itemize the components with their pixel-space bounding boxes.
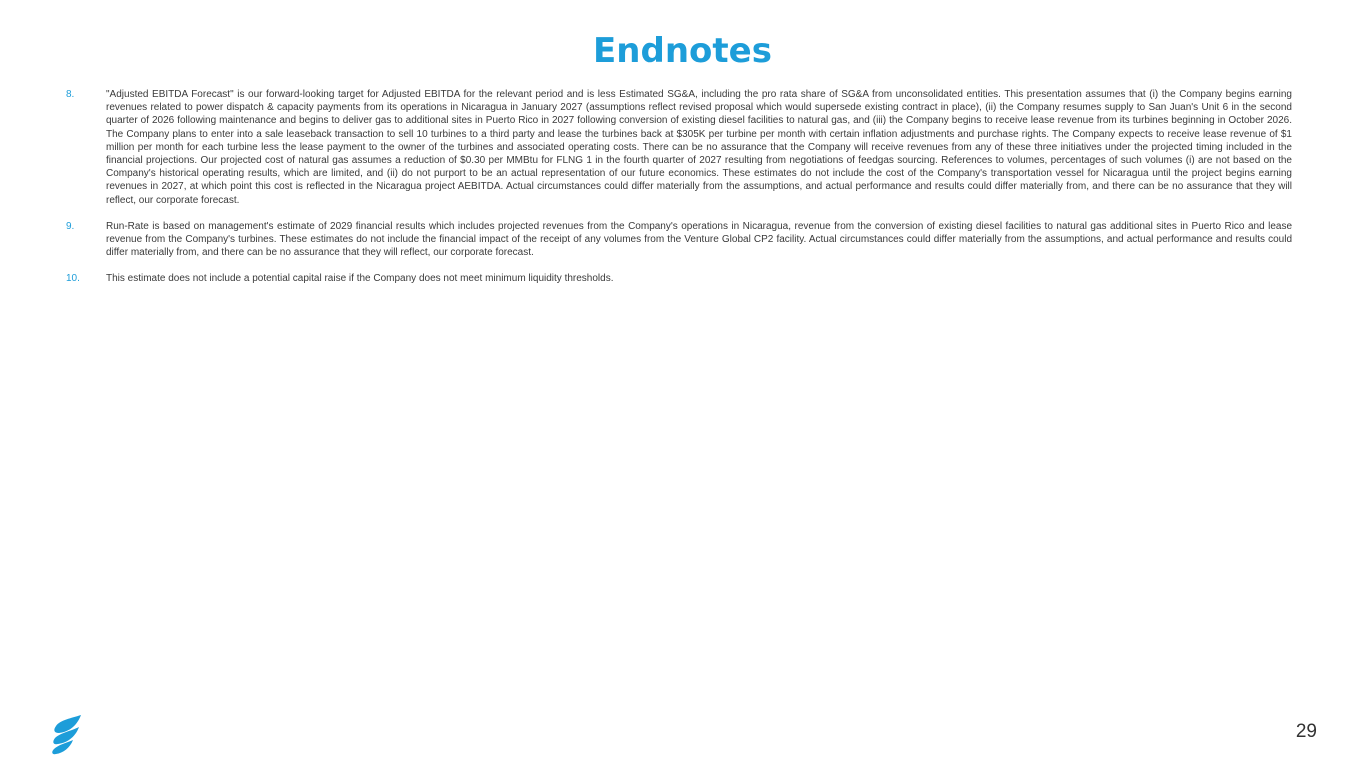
- endnote-number: 10.: [66, 273, 80, 285]
- endnote-text: Run-Rate is based on management's estimate of 2029 financial results which includes projected revenues from the Company's operations in Nicaragua, revenue from the conversion of existing diesel facilities to natural gas additional sites in Puerto Rico and lease revenue from the Company's turbines. These estimates do not include the financial impact of the receipt of any volumes from the Venture Global CP2 facility. Actual circumstances could differ materially from the assumptions, and actual performance and results could differ materially from, and there can be no assurance that they will reflect, our corporate forecast.: [106, 220, 1292, 259]
- endnote-item: [66, 88, 1292, 207]
- page-number: 29: [1295, 721, 1317, 742]
- endnote-text: "Adjusted EBITDA Forecast" is our forward-looking target for Adjusted EBITDA for the relevant period and is less Estimated SG&A, including the pro rata share of SG&A from unconsolidated entities. This presentation assumes that (i) the Company begins earning revenues related to power dispatch & capacity payments from its operations in Nicaragua in January 2027 (assumptions reflect revised proposal which would supersede existing contract in place), (ii) the Company resumes supply to San Juan's Unit 6 in the second quarter of 2026 following maintenance and begins to deliver gas to additional sites in Puerto Rico in 2027 following conversion of existing diesel facilities to natural gas, and (iii) the Company begins to receive lease revenue from its turbines beginning in October 2026. The Company plans to enter into a sale leaseback transaction to sell 10 turbines to a third party and lease the turbines back at $305K per turbine per month with certain inflation adjustments and purchase rights. The Company expects to receive lease revenue of $1 million per month for each turbine less the lease payment to the owner of the turbines and associated operating costs. There can be no assurance that the Company will receive revenues from any of these three initiatives under the projected timing included in the financial projections. Our projected cost of natural gas assumes a reduction of $0.30 per MMBtu for FLNG 1 in the fourth quarter of 2027 resulting from negotiations of feedgas sourcing. References to volumes, percentages of such volumes (i) are not based on the Company's historical operating results, which are limited, and (ii) do not purport to be an actual representation of our future economics. These estimates do not include the cost of the Company's transportation vessel for Nicaragua until the project begins earning revenues in 2027, at which point this cost is reflected in the Nicaragua project AEBITDA. Actual circumstances could differ materially from the assumptions, and actual performance and results could differ materially from, and there can be no assurance that they will reflect, our corporate forecast.: [106, 89, 1292, 206]
- endnotes-list: [66, 88, 1292, 299]
- page-title: Endnotes: [593, 31, 772, 71]
- endnote-item: [66, 272, 1292, 285]
- flame-logo-icon: [48, 714, 84, 756]
- endnote-text: This estimate does not include a potential capital raise if the Company does not meet minimum liquidity thresholds.: [106, 273, 614, 285]
- endnote-item: [66, 220, 1292, 260]
- endnote-number: 9.: [66, 220, 75, 232]
- endnote-number: 8.: [66, 89, 75, 100]
